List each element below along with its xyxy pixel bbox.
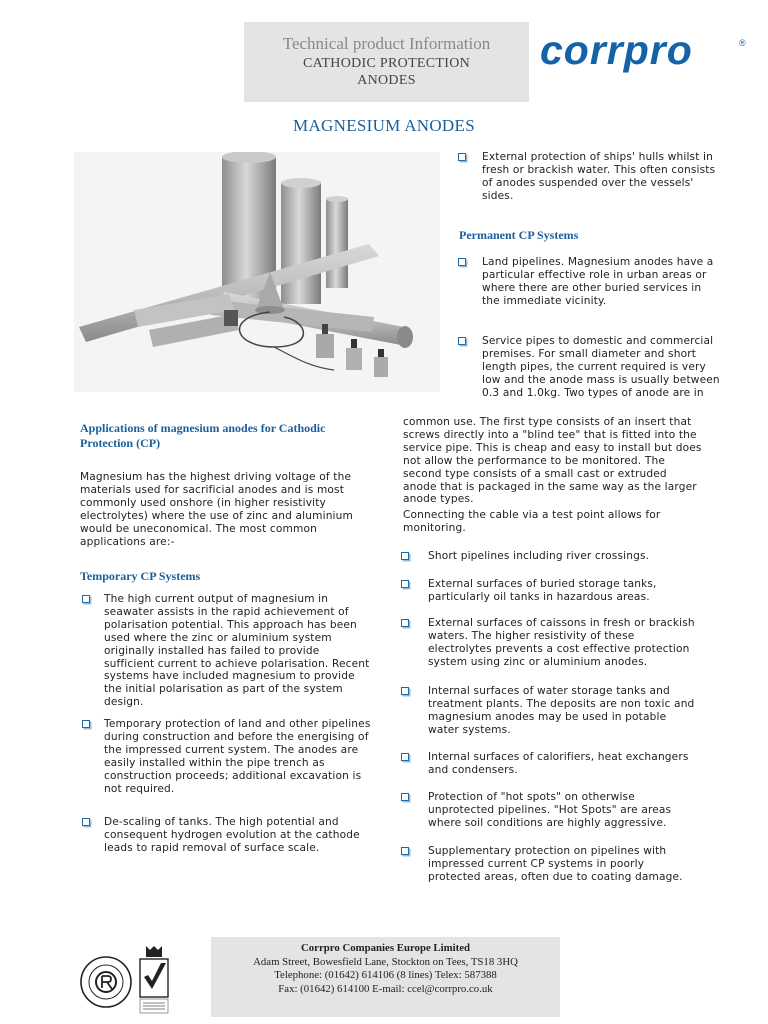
- service-pipes-continued: common use. The first type consists of an insert that screws directly into a "blind tee" that is fitted into the service pipe. This is cheap and easy to install but does not allow the performance to be monitored. The second type consists of a small cast or extruded anode that is packaged in the same way as the larger anode types.: [403, 416, 702, 506]
- list-item-text: Service pipes to domestic and commercial premises. For small diameter and short length pipes, the current required is very low and the anode mass is usually between 0.3 and 1.0kg. Two types of anode are in: [482, 335, 720, 399]
- list-item-text: The high current output of magnesium in seawater assists in the rapid achievement of polarisation potential. This approach has been used where the zinc or aluminium system originally installed has failed to provide sufficient current to achieve polarisation. Recent systems have included magnesium to provide the initial polarisation as part of the system design.: [104, 593, 370, 709]
- footer-address: Adam Street, Bowesfield Lane, Stockton on Tees, TS18 3HQ: [253, 955, 518, 968]
- footer-phone: Telephone: (01642) 614106 (8 lines) Telex: 587388: [274, 969, 497, 981]
- certification-logos: [80, 942, 200, 1016]
- footer-contact-box: [211, 937, 560, 1017]
- logo-text: corrpro: [540, 27, 693, 73]
- header-title: Technical product Information: [282, 34, 491, 53]
- service-pipes-monitoring: Connecting the cable via a test point allows for monitoring.: [403, 509, 661, 534]
- header-subtitle-2: ANODES: [357, 73, 416, 88]
- header-box: [244, 22, 529, 102]
- checkbox-bullet-icon: [401, 847, 409, 855]
- checkbox-bullet-icon: [401, 753, 409, 761]
- checkbox-bullet-icon: [458, 153, 466, 161]
- footer-fax-email: Fax: (01642) 614100 E-mail: ccel@corrpro.co.uk: [278, 982, 493, 995]
- permanent-cp-heading: Permanent CP Systems: [459, 228, 579, 242]
- checkbox-bullet-icon: [458, 258, 466, 266]
- list-item-text: Internal surfaces of water storage tanks and treatment plants. The deposits are non toxic and magnesium anodes may be used in potable water systems.: [428, 685, 695, 736]
- checkbox-bullet-icon: [458, 337, 466, 345]
- list-item-text: External surfaces of caissons in fresh or brackish waters. The higher resistivity of these electrolytes prevents a cost effective protection system using zinc or aluminium anodes.: [428, 617, 695, 668]
- list-item-text: Supplementary protection on pipelines with impressed current CP systems in poorly protected areas, often due to coating damage.: [428, 845, 683, 883]
- page-title: MAGNESIUM ANODES: [293, 116, 475, 135]
- anodes-photo: [74, 152, 440, 392]
- header-subtitle: CATHODIC PROTECTION: [302, 56, 471, 71]
- list-item-text: Temporary protection of land and other pipelines during construction and before the energising of the impressed current system. The anodes are easily installed within the pipe trench as construction proceeds; additional excavation is not required.: [104, 718, 371, 795]
- list-item-text: External protection of ships' hulls whilst in fresh or brackish water. This often consists of anodes suspended over the vessels' sides.: [482, 151, 716, 202]
- intro-paragraph: Magnesium has the highest driving voltage of the materials used for sacrificial anodes and is most commonly used onshore (in higher resistivity electrolytes) where the use of zinc and aluminium would be uneconomical. The most common applications are:-: [80, 471, 353, 548]
- quality-assured-seal-icon: [81, 957, 131, 1007]
- footer-company: Corrpro Companies Europe Limited: [300, 942, 471, 954]
- list-item-text: Protection of "hot spots" on otherwise unprotected pipelines. "Hot Spots" are areas where soil conditions are highly aggressive.: [428, 791, 672, 829]
- checkbox-bullet-icon: [82, 818, 90, 826]
- list-item-text: External surfaces of buried storage tanks, particularly oil tanks in hazardous areas.: [428, 578, 657, 603]
- checkbox-bullet-icon: [82, 595, 90, 603]
- checkbox-bullet-icon: [401, 793, 409, 801]
- list-item-text: Land pipelines. Magnesium anodes have a particular effective role in urban areas or where there are other buried services in the immediate vicinity.: [482, 256, 714, 307]
- temporary-cp-heading: Temporary CP Systems: [80, 569, 201, 583]
- checkbox-bullet-icon: [401, 580, 409, 588]
- checkbox-bullet-icon: [401, 687, 409, 695]
- list-item-text: De-scaling of tanks. The high potential and consequent hydrogen evolution at the cathode leads to rapid removal of surface scale.: [104, 816, 360, 854]
- nacb-accreditation-tick-icon: [140, 946, 168, 1013]
- checkbox-bullet-icon: [82, 720, 90, 728]
- list-item-text: Internal surfaces of calorifiers, heat exchangers and condensers.: [428, 751, 689, 776]
- corrpro-logo: [538, 26, 753, 76]
- list-item-text: Short pipelines including river crossings.: [428, 550, 650, 562]
- checkbox-bullet-icon: [401, 619, 409, 627]
- applications-heading: Applications of magnesium anodes for Cathodic Protection (CP): [80, 421, 326, 450]
- checkbox-bullet-icon: [401, 552, 409, 560]
- logo-registered-mark: ®: [739, 38, 746, 48]
